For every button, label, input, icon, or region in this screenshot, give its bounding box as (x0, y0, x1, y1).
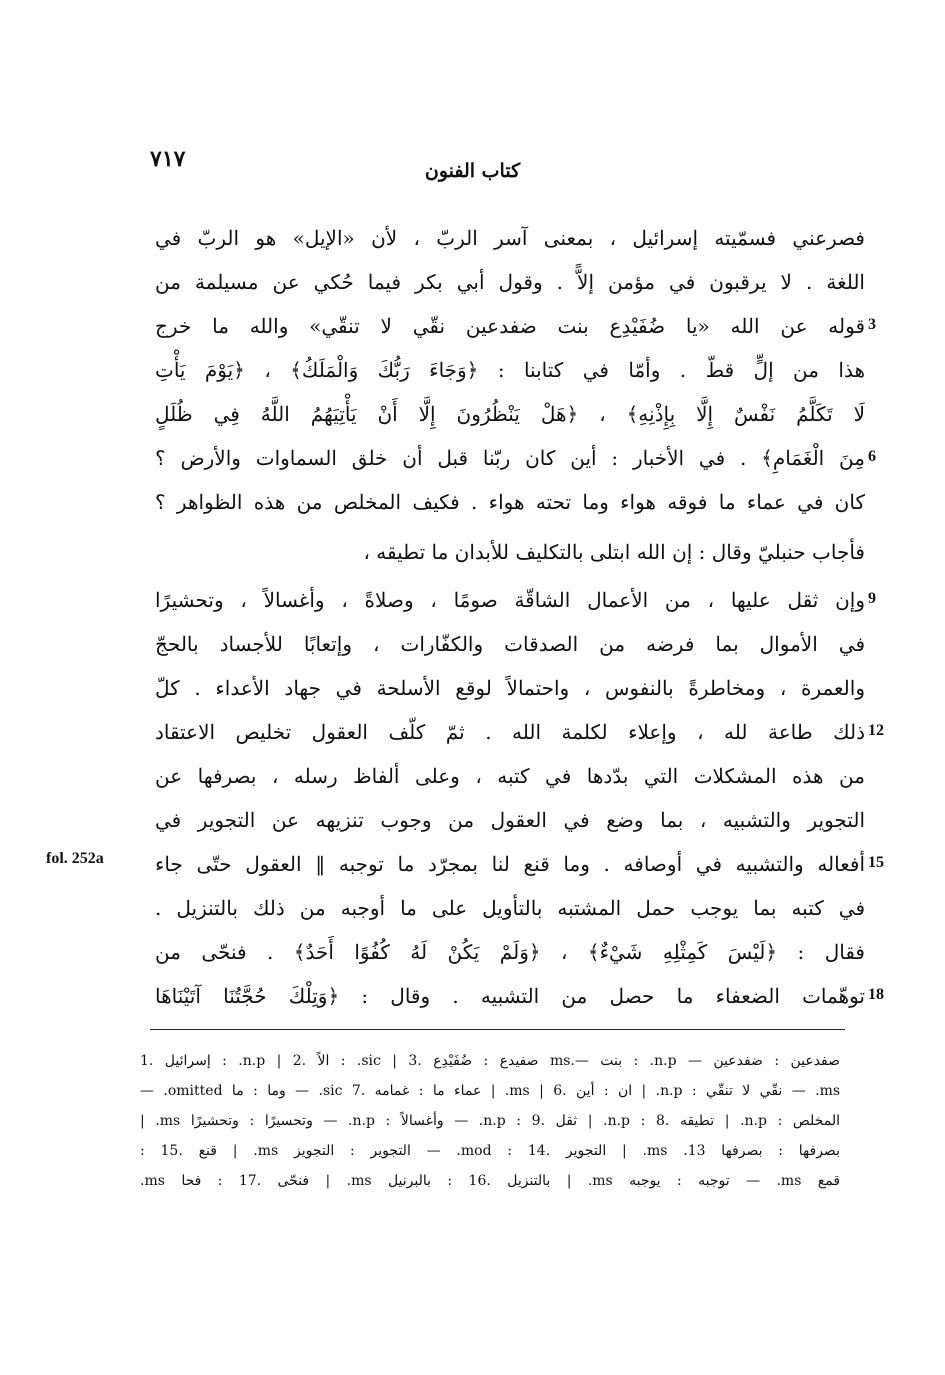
line-number: 9 (868, 590, 876, 607)
text-line: فقال : ﴿لَيْسَ كَمِثْلِهِ شَيْءٌ﴾ ، ﴿وَلَمْ يَكُنْ لَهُ كُفُوًا أَحَدٌ﴾ . فنحّى من (155, 940, 865, 964)
footnote-divider (150, 1029, 845, 1030)
page-number: ٧١٧ (150, 146, 186, 172)
folio-note: fol. 252a (46, 850, 104, 867)
text-line: توهّمات الضعفاء ما حصل من التشبيه . وقال : ﴿وَتِلْكَ حُجَّتُنَا آتَيْنَاهَا (155, 984, 865, 1008)
text-line: لَا تَكَلَّمُ نَفْسٌ إِلَّا بِإِذْنِهِ﴾ ، ﴿هَلْ يَنْظُرُونَ إِلَّا أَنْ يَأْتِيَهُمُ اللَّهُ فِي ظُلَلٍ (155, 402, 865, 426)
text-line: والعمرة ، ومخاطرةً بالنفوس ، واحتمالاً لوقع الأسلحة في جهاد الأعداء . كلّ (155, 676, 865, 700)
line-number: 6 (868, 448, 876, 465)
text-line: كان في عماء ما فوقه هواء وما تحته هواء . فكيف المخلص من هذه الظواهر ؟ (155, 490, 865, 514)
text-line: من هذه المشكلات التي بدّدها في كتبه ، وعلى ألفاظ رسله ، بصرفها عن (155, 764, 865, 788)
text-line: فصرعني فسمّيته إسرائيل ، بمعنى آسر الربّ ، لأن «الإيل» هو الربّ في (155, 226, 865, 250)
footnote-line: قمع ms. — توجبه : يوجبه ms. | بالتنزيل .16 : بالبرنيل ms. | فنحّى .17 : فحا ms. (140, 1173, 840, 1189)
text-line: وإن ثقل عليها ، من الأعمال الشاقّة صومًا ، وصلاةً ، وأغسالاً ، وتحشيرًا (155, 588, 865, 612)
text-line: في كتبه بما يوجب حمل المشتبه بالتأويل على ما أوجبه من ذلك بالتنزيل . (155, 896, 865, 920)
text-line: في الأموال بما فرضه من الصدقات والكفّارات ، وإتعابًا للأجساد بالحجّ (155, 632, 865, 656)
footnote-line: بصرفها : بصرفها 13. ms. | التجوير .14 : mod. — التجوير : التجويز ms. | قنع .15 : (140, 1143, 840, 1159)
running-title: كتاب الفنون (424, 160, 521, 182)
text-line: التجوير والتشبيه ، بما وضع في العقول من وجوب تنزيهه عن التجوير في (155, 808, 865, 832)
line-number: 3 (868, 316, 876, 333)
text-line: مِنَ الْغَمَامِ﴾ . في الأخبار : أين كان ربّنا قبل أن خلق السماوات والأرض ؟ (155, 446, 865, 470)
text-line: فأجاب حنبليّ وقال : إن الله ابتلى بالتكليف للأبدان ما تطيقه ، (363, 540, 865, 564)
line-number: 15 (868, 854, 884, 871)
footnote-line: المخلص : n.p. | تطيقه .8 : n.p. | ثقل .9 : n.p. — وأغسالاً : n.p. — وتحسيرًا : وتحشيرًا ms. | (140, 1113, 840, 1129)
line-number: 12 (868, 722, 884, 739)
footnote-line: ms. — نقّي لا تنقّي : n.p. | ان : أين .6 | ms. | عماء ما : غمامه .7 sic. — وما : ما omitted. — (140, 1083, 840, 1099)
text-line: هذا من إلٍّ قطّ . وأمّا في كتابنا : ﴿وَجَاءَ رَبُّكَ وَالْمَلَكُ﴾ ، ﴿يَوْمَ يَأْتِ (155, 358, 865, 382)
text-line: ذلك طاعة لله ، وإعلاء لكلمة الله . ثمّ كلّف العقول تخليص الاعتقاد (155, 720, 865, 744)
text-line: اللغة . لا يرقبون في مؤمن إلاًّ . وقول أبي بكر فيما حُكي عن مسيلمة من (155, 270, 865, 294)
footnote-line: صفدعين : ضفدعين — n.p. : بنت —.ms صفيدع : ضُفَيْدِع .3 | sic. : الاً .2 | n.p. : إسرائيل .1 (140, 1053, 840, 1069)
text-line: أفعاله والتشبيه في أوصافه . وما قنع لنا بمجرّد ما توجبه ‖ العقول حتّى جاء (155, 852, 865, 876)
line-number: 18 (868, 986, 884, 1003)
text-line: قوله عن الله «يا ضُفَيْدِع بنت ضفدعين نقّي لا تنقّي» والله ما خرج (155, 314, 865, 338)
